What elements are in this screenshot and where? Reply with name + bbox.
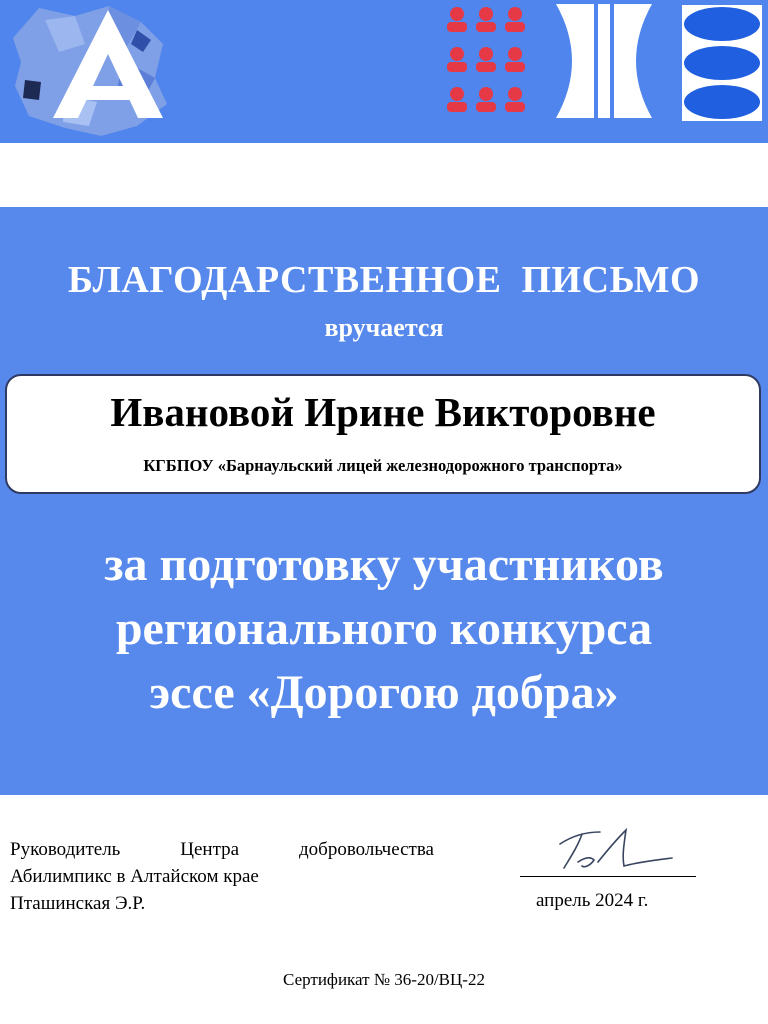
award-reason [0,533,768,725]
signature [520,822,696,876]
certificate-number: Сертификат № 36-20/ВЦ-22 [283,970,485,989]
letter-subtitle: вручается [324,313,444,342]
letter-title: БЛАГОДАРСТВЕННОЕ ПИСЬМО [67,259,701,301]
signature-area [520,822,696,882]
stacked-ellipses-logo [682,5,762,121]
recipient-box [5,374,761,494]
signer-position: Руководитель Центра добровольчества [10,839,434,860]
recipient-organization: КГБПОУ «Барнаульский лицей железнодорожного транспорта» [143,456,623,475]
people-grid-logo [444,4,530,116]
issue-date: апрель 2024 г. [536,890,649,911]
signer-organization: Абилимпикс в Алтайском крае [10,866,259,887]
reason-line: регионального конкурса [115,602,653,655]
zh-letter-logo [554,4,654,118]
abilimpics-logo [5,0,170,140]
reason-line: за подготовку участников [104,538,664,591]
signature-line [520,876,696,877]
reason-line: эссе «Дорогою добра» [149,666,619,719]
signer-block [10,836,434,917]
signer-name: Пташинская Э.Р. [10,893,146,914]
recipient-name: Ивановой Ирине Викторовне [110,389,656,435]
